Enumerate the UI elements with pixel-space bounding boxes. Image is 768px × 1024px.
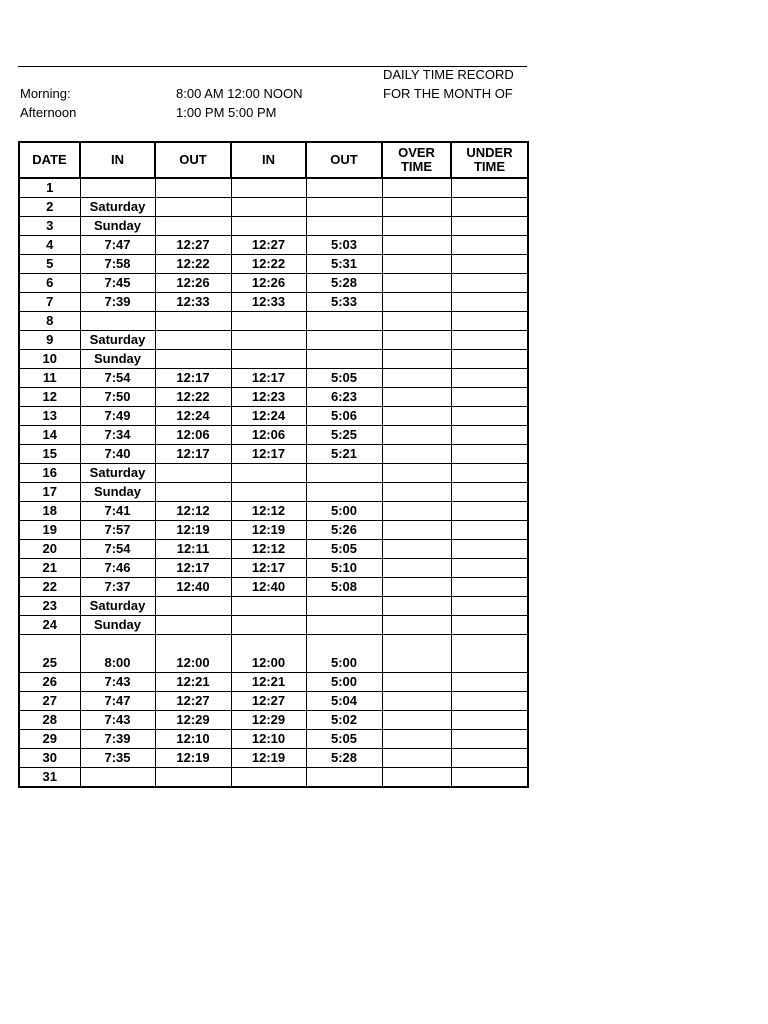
cell-undertime [451,711,528,730]
cell-in-morning: Sunday [80,483,155,502]
cell-out-morning [155,483,231,502]
cell-overtime [382,673,451,692]
table-row [19,464,528,483]
cell-date: 21 [19,559,80,578]
cell-undertime [451,673,528,692]
cell-in-afternoon: 12:21 [231,673,306,692]
cell-overtime [382,426,451,445]
cell-undertime [451,749,528,768]
cell-in-afternoon [231,464,306,483]
cell-date: 8 [19,312,80,331]
cell-in-morning: 7:34 [80,426,155,445]
cell-out-morning: 12:19 [155,749,231,768]
cell-out-morning [155,198,231,217]
cell-undertime [451,312,528,331]
cell-in-morning: 7:37 [80,578,155,597]
cell-undertime [451,635,528,673]
cell-date: 18 [19,502,80,521]
cell-out-afternoon: 5:02 [306,711,382,730]
cell-date: 19 [19,521,80,540]
cell-in-afternoon [231,217,306,236]
cell-date: 25 [19,635,80,673]
cell-overtime [382,369,451,388]
cell-in-morning: 7:39 [80,293,155,312]
table-row [19,178,528,198]
cell-date: 1 [19,178,80,198]
cell-out-morning: 12:06 [155,426,231,445]
col-header-in-afternoon: IN [231,142,306,178]
cell-date: 29 [19,730,80,749]
cell-out-afternoon: 5:28 [306,749,382,768]
cell-out-morning: 12:17 [155,559,231,578]
cell-undertime [451,540,528,559]
cell-out-afternoon: 5:00 [306,502,382,521]
cell-out-morning [155,464,231,483]
cell-in-afternoon: 12:10 [231,730,306,749]
cell-in-morning [80,312,155,331]
cell-date: 10 [19,350,80,369]
cell-overtime [382,217,451,236]
cell-out-afternoon: 6:23 [306,388,382,407]
cell-in-morning: 7:58 [80,255,155,274]
cell-in-morning: 7:49 [80,407,155,426]
cell-in-morning: Saturday [80,198,155,217]
cell-undertime [451,483,528,502]
cell-out-morning [155,768,231,788]
cell-undertime [451,616,528,635]
table-row [19,407,528,426]
cell-out-morning: 12:26 [155,274,231,293]
record-header [18,66,527,143]
cell-overtime [382,749,451,768]
cell-in-morning: 7:46 [80,559,155,578]
cell-out-morning: 12:17 [155,445,231,464]
cell-overtime [382,255,451,274]
cell-date: 16 [19,464,80,483]
cell-in-morning: 7:47 [80,692,155,711]
cell-undertime [451,597,528,616]
cell-out-morning [155,331,231,350]
cell-in-afternoon: 12:23 [231,388,306,407]
cell-out-afternoon [306,331,382,350]
cell-in-morning: 7:47 [80,236,155,255]
table-row [19,198,528,217]
cell-undertime [451,178,528,198]
table-row [19,426,528,445]
time-record-table [18,141,529,788]
cell-overtime [382,464,451,483]
cell-out-morning: 12:24 [155,407,231,426]
record-title: DAILY TIME RECORD [383,67,514,82]
cell-date: 15 [19,445,80,464]
cell-overtime [382,407,451,426]
morning-label: Morning: [20,86,71,101]
cell-out-morning: 12:00 [155,635,231,673]
cell-date: 17 [19,483,80,502]
table-row [19,502,528,521]
cell-in-afternoon: 12:17 [231,369,306,388]
cell-out-afternoon: 5:25 [306,426,382,445]
cell-out-afternoon [306,768,382,788]
cell-overtime [382,559,451,578]
cell-out-morning: 12:17 [155,369,231,388]
cell-in-morning: Sunday [80,616,155,635]
cell-undertime [451,350,528,369]
cell-in-afternoon: 12:29 [231,711,306,730]
cell-out-afternoon: 5:03 [306,236,382,255]
cell-in-morning: Sunday [80,217,155,236]
cell-undertime [451,692,528,711]
cell-in-morning: 7:50 [80,388,155,407]
cell-date: 24 [19,616,80,635]
cell-out-afternoon [306,217,382,236]
cell-out-morning [155,312,231,331]
cell-date: 12 [19,388,80,407]
cell-out-morning: 12:27 [155,692,231,711]
cell-out-afternoon: 5:26 [306,521,382,540]
cell-in-morning: 8:00 [80,635,155,673]
cell-date: 11 [19,369,80,388]
table-row [19,711,528,730]
cell-out-morning: 12:11 [155,540,231,559]
cell-out-morning [155,597,231,616]
cell-date: 9 [19,331,80,350]
cell-date: 28 [19,711,80,730]
morning-hours: 8:00 AM 12:00 NOON [176,86,303,101]
cell-out-morning: 12:29 [155,711,231,730]
cell-in-morning: 7:54 [80,369,155,388]
cell-overtime [382,274,451,293]
table-row [19,350,528,369]
cell-overtime [382,540,451,559]
cell-out-afternoon: 5:10 [306,559,382,578]
cell-in-morning: 7:57 [80,521,155,540]
table-row [19,578,528,597]
cell-date: 27 [19,692,80,711]
cell-in-afternoon [231,616,306,635]
cell-out-morning: 12:27 [155,236,231,255]
cell-in-afternoon: 12:19 [231,749,306,768]
table-row [19,255,528,274]
cell-date: 6 [19,274,80,293]
cell-out-afternoon [306,178,382,198]
cell-undertime [451,331,528,350]
cell-in-afternoon: 12:33 [231,293,306,312]
cell-in-morning: 7:35 [80,749,155,768]
col-header-date: DATE [19,142,80,178]
cell-out-morning: 12:21 [155,673,231,692]
cell-undertime [451,388,528,407]
cell-date: 3 [19,217,80,236]
cell-out-afternoon: 5:08 [306,578,382,597]
cell-in-afternoon: 12:12 [231,540,306,559]
time-record-sheet [18,66,527,143]
cell-undertime [451,768,528,788]
cell-date: 14 [19,426,80,445]
table-row [19,236,528,255]
table-row [19,445,528,464]
cell-undertime [451,426,528,445]
table-row [19,483,528,502]
cell-in-afternoon: 12:24 [231,407,306,426]
cell-overtime [382,502,451,521]
cell-date: 4 [19,236,80,255]
table-row [19,369,528,388]
cell-in-afternoon [231,331,306,350]
cell-overtime [382,236,451,255]
cell-date: 5 [19,255,80,274]
cell-overtime [382,178,451,198]
cell-undertime [451,521,528,540]
cell-out-afternoon: 5:21 [306,445,382,464]
cell-out-morning [155,616,231,635]
cell-in-afternoon: 12:27 [231,236,306,255]
table-row [19,388,528,407]
cell-undertime [451,198,528,217]
cell-in-afternoon [231,312,306,331]
cell-in-afternoon: 12:19 [231,521,306,540]
cell-out-afternoon [306,483,382,502]
table-row [19,331,528,350]
cell-overtime [382,635,451,673]
cell-date: 2 [19,198,80,217]
cell-undertime [451,464,528,483]
cell-in-morning: 7:39 [80,730,155,749]
cell-undertime [451,217,528,236]
cell-out-afternoon: 5:33 [306,293,382,312]
cell-date: 30 [19,749,80,768]
cell-date: 20 [19,540,80,559]
cell-out-afternoon [306,198,382,217]
cell-overtime [382,312,451,331]
cell-in-afternoon [231,198,306,217]
cell-out-afternoon: 5:04 [306,692,382,711]
cell-in-afternoon: 12:17 [231,445,306,464]
cell-overtime [382,597,451,616]
cell-in-afternoon: 12:22 [231,255,306,274]
cell-out-afternoon: 5:31 [306,255,382,274]
cell-undertime [451,369,528,388]
cell-in-afternoon [231,483,306,502]
cell-in-afternoon: 12:00 [231,635,306,673]
cell-in-morning: 7:45 [80,274,155,293]
cell-out-afternoon: 5:05 [306,369,382,388]
table-row [19,274,528,293]
col-header-out-morning: OUT [155,142,231,178]
cell-out-morning: 12:33 [155,293,231,312]
cell-out-afternoon [306,464,382,483]
cell-overtime [382,616,451,635]
table-row [19,673,528,692]
table-body [19,178,528,787]
cell-date: 23 [19,597,80,616]
cell-in-afternoon: 12:12 [231,502,306,521]
table-row [19,312,528,331]
cell-overtime [382,198,451,217]
cell-out-afternoon [306,597,382,616]
table-row [19,749,528,768]
cell-out-morning: 12:22 [155,255,231,274]
cell-overtime [382,692,451,711]
cell-overtime [382,730,451,749]
cell-overtime [382,293,451,312]
cell-out-morning [155,350,231,369]
cell-out-afternoon [306,616,382,635]
cell-overtime [382,445,451,464]
cell-out-afternoon [306,312,382,331]
cell-out-afternoon: 5:28 [306,274,382,293]
cell-out-morning: 12:40 [155,578,231,597]
cell-in-afternoon: 12:06 [231,426,306,445]
cell-out-afternoon [306,350,382,369]
afternoon-hours: 1:00 PM 5:00 PM [176,105,277,120]
table-row [19,692,528,711]
cell-in-afternoon [231,768,306,788]
cell-in-morning: 7:40 [80,445,155,464]
cell-undertime [451,445,528,464]
cell-in-morning: 7:54 [80,540,155,559]
cell-overtime [382,711,451,730]
cell-in-afternoon: 12:17 [231,559,306,578]
table-row [19,730,528,749]
cell-date: 31 [19,768,80,788]
cell-overtime [382,331,451,350]
table-row [19,293,528,312]
cell-date: 22 [19,578,80,597]
cell-in-morning: Saturday [80,331,155,350]
cell-in-afternoon: 12:26 [231,274,306,293]
cell-undertime [451,255,528,274]
cell-out-morning: 12:10 [155,730,231,749]
table-row [19,616,528,635]
cell-date: 13 [19,407,80,426]
cell-undertime [451,274,528,293]
col-header-undertime: UNDER TIME [451,142,528,178]
table-row [19,217,528,236]
cell-overtime [382,388,451,407]
cell-date: 26 [19,673,80,692]
table-row [19,559,528,578]
month-label: FOR THE MONTH OF [383,86,513,101]
cell-out-afternoon: 5:00 [306,635,382,673]
cell-out-morning: 12:12 [155,502,231,521]
cell-in-morning: 7:41 [80,502,155,521]
cell-in-morning: Saturday [80,464,155,483]
cell-undertime [451,578,528,597]
table-row [19,521,528,540]
table-header-row [19,142,528,178]
cell-date: 7 [19,293,80,312]
col-header-out-afternoon: OUT [306,142,382,178]
table-row [19,768,528,788]
cell-in-morning: 7:43 [80,673,155,692]
afternoon-label: Afternoon [20,105,77,120]
cell-undertime [451,559,528,578]
table-row [19,540,528,559]
cell-in-afternoon [231,597,306,616]
cell-undertime [451,293,528,312]
cell-undertime [451,407,528,426]
cell-in-afternoon: 12:40 [231,578,306,597]
cell-in-afternoon: 12:27 [231,692,306,711]
table-row [19,597,528,616]
cell-overtime [382,578,451,597]
cell-in-afternoon [231,178,306,198]
cell-undertime [451,730,528,749]
cell-in-morning: Sunday [80,350,155,369]
cell-out-afternoon: 5:05 [306,540,382,559]
cell-in-afternoon [231,350,306,369]
cell-in-morning: 7:43 [80,711,155,730]
cell-overtime [382,521,451,540]
cell-out-afternoon: 5:00 [306,673,382,692]
cell-in-morning [80,768,155,788]
cell-in-morning [80,178,155,198]
cell-overtime [382,768,451,788]
cell-out-morning [155,178,231,198]
cell-undertime [451,236,528,255]
cell-overtime [382,350,451,369]
cell-overtime [382,483,451,502]
cell-out-afternoon: 5:05 [306,730,382,749]
cell-out-afternoon: 5:06 [306,407,382,426]
col-header-overtime: OVER TIME [382,142,451,178]
cell-in-morning: Saturday [80,597,155,616]
cell-out-morning: 12:22 [155,388,231,407]
cell-out-morning [155,217,231,236]
cell-undertime [451,502,528,521]
cell-out-morning: 12:19 [155,521,231,540]
col-header-in-morning: IN [80,142,155,178]
table-row [19,635,528,673]
